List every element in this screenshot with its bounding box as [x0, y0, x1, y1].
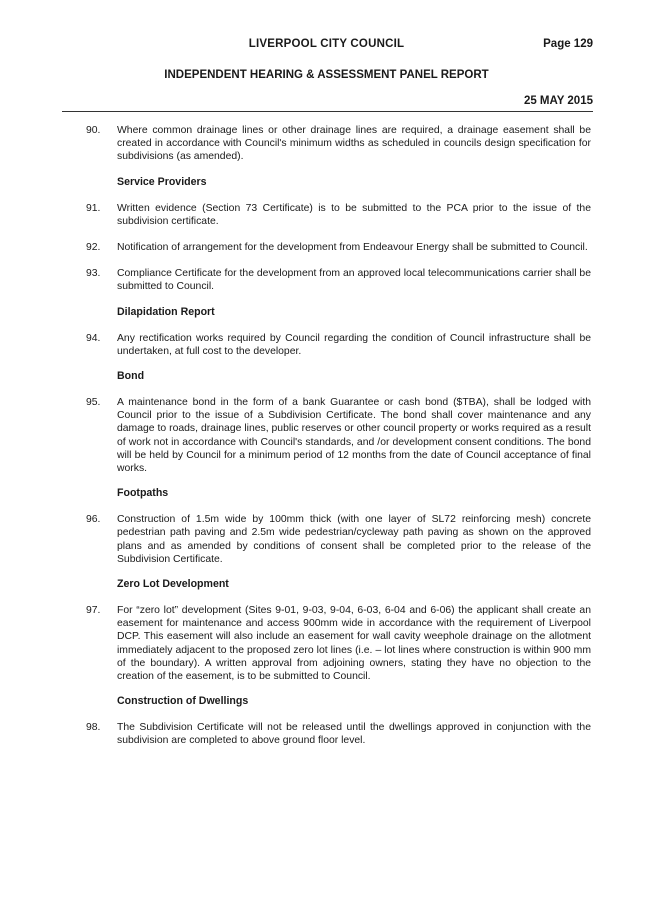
- report-title: INDEPENDENT HEARING & ASSESSMENT PANEL REPORT: [164, 69, 489, 81]
- condition-number: 91.: [86, 202, 101, 214]
- condition-number: 95.: [86, 397, 101, 409]
- condition-text: Any rectification works required by Council regarding the condition of Council infrastructure shall be undertaken, at full cost to the developer.: [117, 332, 591, 357]
- section-heading-service-providers: Service Providers: [117, 175, 207, 188]
- condition-text: For “zero lot” development (Sites 9-01, 9-03, 9-04, 6-03, 6-04 and 6-06) the applicant shall create an easement for maintenance and access 900mm wide in accordance with the requirement of Liverpool DCP. This easement will also include an easement for wall cavity weephole drainage on the allotment immediately adjacent to the proposed zero lot lines (i.e. – lot lines where construction is within 900 mm of the boundary). A written approval from adjoining owners, stating they have no objection to the creation of the easement, is to be submitted to Council.: [117, 605, 591, 683]
- condition-number: 94.: [86, 332, 101, 344]
- condition-number: 96.: [86, 514, 101, 526]
- condition-90: [0, 124, 653, 164]
- header-divider: [62, 111, 593, 112]
- section-heading-dilapidation-report: Dilapidation Report: [117, 305, 215, 318]
- condition-text: A maintenance bond in the form of a bank Guarantee or cash bond ($TBA), shall be lodged with Council prior to the issue of a Subdivision Certificate. The bond shall cover maintenance and any damage to roads, drainage lines, public reserves or other council property or works required as a result of work not in accordance with Council's standards, and /or development consent conditions. The bond will be held by Council for a minimum period of 12 months from the date of Council acceptance of final works.: [117, 397, 591, 475]
- condition-text: Notification of arrangement for the development from Endeavour Energy shall be submitted to Council.: [117, 242, 588, 254]
- condition-98: [0, 721, 653, 747]
- condition-text: The Subdivision Certificate will not be released until the dwellings approved in conjunction with the subdivision are completed to above ground floor level.: [117, 722, 591, 747]
- condition-number: 90.: [86, 125, 101, 136]
- condition-91: [0, 202, 653, 228]
- section-heading-construction-of-dwellings: Construction of Dwellings: [117, 695, 249, 708]
- condition-95: [0, 396, 653, 475]
- report-date: 25 MAY 2015: [523, 95, 593, 107]
- page-number: Page 129: [543, 38, 593, 50]
- condition-text: Compliance Certificate for the development from an approved local telecommunications carrier shall be submitted to Council.: [117, 268, 591, 293]
- section-heading-zero-lot-development: Zero Lot Development: [117, 578, 229, 591]
- condition-number: 98.: [86, 722, 101, 734]
- section-heading-footpaths: Footpaths: [117, 487, 169, 500]
- condition-97: [0, 604, 653, 683]
- conditions-body: [0, 124, 653, 761]
- condition-text: Where common drainage lines or other drainage lines are required, a drainage easement shall be created in accordance with Council's minimum widths as scheduled in councils design specification for subdivisions (as amended).: [117, 125, 591, 163]
- condition-text: Construction of 1.5m wide by 100mm thick (with one layer of SL72 reinforcing mesh) concrete pedestrian path paving and 2.5m wide pedestrian/cycleway path paving as shown on the approved plans and as amended by conditions of consent shall be completed prior to the release of the Subdivision Certificate.: [117, 514, 591, 565]
- condition-94: [0, 332, 653, 358]
- condition-number: 93.: [86, 268, 101, 280]
- council-name: LIVERPOOL CITY COUNCIL: [248, 38, 405, 50]
- condition-93: [0, 267, 653, 293]
- condition-text: Written evidence (Section 73 Certificate) is to be submitted to the PCA prior to the issue of the subdivision certificate.: [117, 202, 591, 227]
- section-heading-bond: Bond: [117, 370, 145, 383]
- condition-number: 97.: [86, 605, 101, 617]
- condition-96: [0, 513, 653, 566]
- condition-92: [0, 241, 653, 254]
- condition-number: 92.: [86, 242, 101, 254]
